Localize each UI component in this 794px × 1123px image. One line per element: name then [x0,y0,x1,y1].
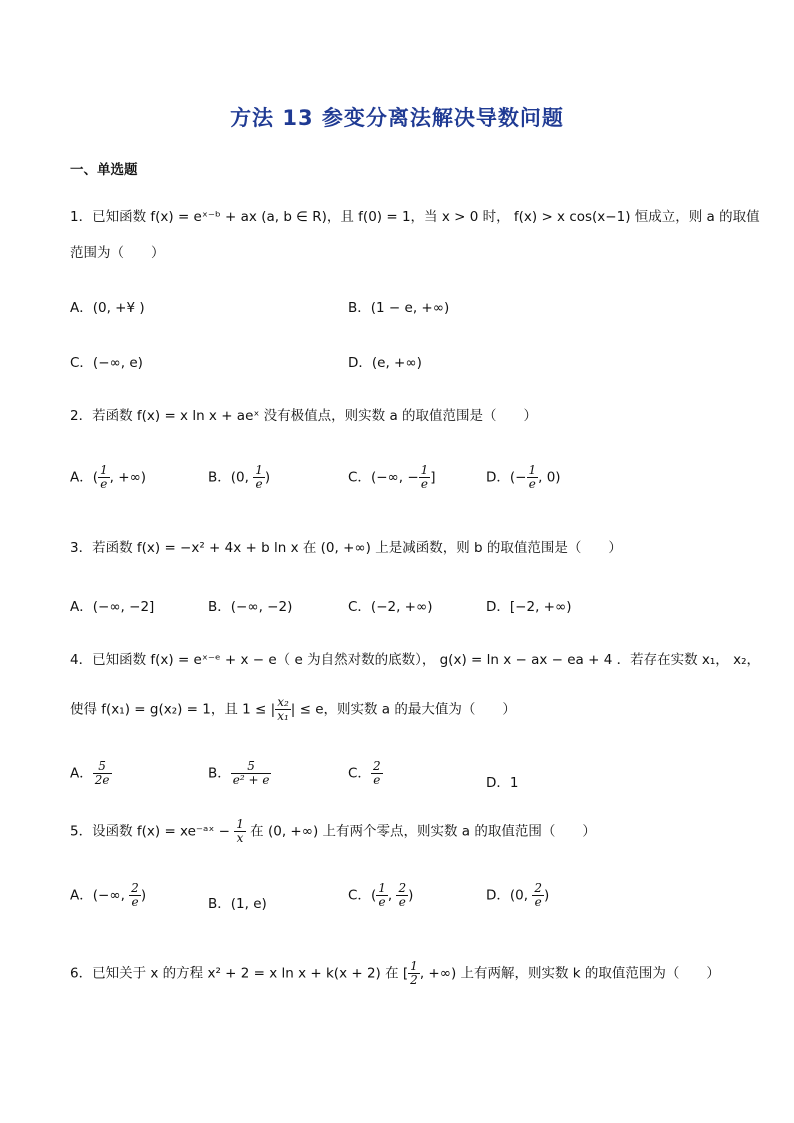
question-2-option-a [70,464,146,491]
question-1-stem-cont: 范围为（ ） [70,245,165,261]
option-suffix: , 0) [538,469,561,486]
fraction [93,760,112,787]
question-3-stem: 3．若函数 f(x) = −x² + 4x + b ln x 在 (0, +∞) 上是减函数，则 b 的取值范围是（ ） [70,540,622,556]
option-prefix: (0, [230,469,254,486]
question-5-option-a [70,882,146,909]
option-suffix: ] [430,469,436,486]
question-5-stem [70,818,596,845]
fraction [376,882,388,909]
fraction [234,818,246,845]
denominator: 2e [94,773,110,788]
option-suffix: ) [544,887,550,904]
denominator: e² + e [232,773,270,788]
denominator: e [398,895,406,910]
denominator: e [420,477,429,492]
option-label: C． [348,887,371,904]
option-prefix: ( [92,469,99,486]
numerator: 1 [255,463,263,477]
numerator: 2 [372,759,381,773]
denominator: x [236,831,244,846]
option-label: B． [208,469,231,486]
question-5-option-b: B．(1, e) [208,896,267,912]
question-2-option-d [486,464,561,491]
question-3-option-b: B．(−∞, −2) [208,599,293,615]
question-4-stem: 4．已知函数 f(x) = eˣ⁻ᵉ + x − e（ e 为自然对数的底数）， g(x) = ln x − ax − ea + 4 ．若存在实数 x₁， x₂， [70,652,760,668]
question-3-option-a: A．(−∞, −2] [70,599,155,615]
option-label: C． [348,469,371,486]
question-2-option-b [208,464,270,491]
denominator: 2 [410,973,418,988]
fraction [527,464,539,491]
denominator: e [528,477,536,492]
stem-suffix: 在 (0, +∞) 上有两个零点，则实数 a 的取值范围（ ） [245,823,596,840]
option-label: D． [486,887,510,904]
question-3-option-c: C．(−2, +∞) [348,599,433,615]
question-4-option-b [208,760,271,787]
denominator: x₁ [277,709,289,724]
fraction [231,760,272,787]
fraction [253,464,265,491]
denominator: e [100,477,108,492]
stem-suffix: , +∞) 上有两解，则实数 k 的取值范围为（ ） [419,965,720,982]
stem-prefix: 5．设函数 f(x) = xe⁻ᵃˣ − [70,823,235,840]
fraction [98,464,110,491]
numerator: 2 [398,881,407,895]
denominator: e [534,895,542,910]
fraction [275,696,291,723]
option-prefix: (−∞, [92,887,130,904]
numerator: 1 [420,463,429,477]
fraction [396,882,408,909]
numerator: 5 [231,760,272,774]
question-4-option-d: D．1 [486,775,519,791]
numerator: 2 [131,881,139,895]
question-1-stem: 1．已知函数 f(x) = eˣ⁻ᵇ + ax (a, b ∈ R)，且 f(0) = 1，当 x > 0 时， f(x) > x cos(x−1) 恒成立，则 a 的取值 [70,209,760,225]
numerator: 1 [236,817,244,831]
option-suffix: ) [140,887,147,904]
question-2-option-c [348,464,436,491]
fraction [129,882,141,909]
question-5-option-d [486,882,549,909]
numerator: 5 [93,760,112,774]
denominator: e [378,895,386,910]
question-6-stem [70,960,720,987]
option-suffix: , +∞) [109,469,147,486]
denominator: e [131,895,139,910]
numerator: 2 [534,881,542,895]
question-1-option-c: C．(−∞, e) [70,355,143,371]
page-title: 方法 13 参变分离法解决导数问题 [230,106,564,130]
question-4-option-c [348,760,383,787]
question-3-option-d: D．[−2, +∞) [486,599,572,615]
question-1-option-a: A．(0, +¥ ) [70,300,145,316]
question-1-option-b: B．(1 − e, +∞) [348,300,450,316]
option-prefix: ( [370,887,377,904]
numerator: 1 [100,463,108,477]
fraction [408,960,420,987]
fraction [419,464,431,491]
question-4-option-a [70,760,112,787]
option-prefix: (− [509,469,527,486]
option-label: B． [208,765,231,782]
stem-prefix: 使得 f(x₁) = g(x₂) = 1，且 1 ≤ | [70,701,276,718]
numerator: x₂ [277,695,289,709]
fraction [371,760,383,787]
denominator: e [373,773,381,788]
option-label: A． [70,887,93,904]
question-2-stem: 2．若函数 f(x) = x ln x + aeˣ 没有极值点，则实数 a 的取值范围是（ ） [70,408,538,424]
question-1-option-d: D．(e, +∞) [348,355,422,371]
option-prefix: (−∞, − [370,469,419,486]
option-prefix: (0, [509,887,533,904]
denominator: e [255,477,263,492]
section-heading: 一、单选题 [70,162,138,178]
option-label: D． [486,469,510,486]
option-middle: , [387,887,397,904]
numerator: 1 [378,881,386,895]
numerator: 1 [528,463,537,477]
stem-suffix: | ≤ e，则实数 a 的最大值为（ ） [290,701,516,718]
question-5-option-c [348,882,413,909]
stem-prefix: 6．已知关于 x 的方程 x² + 2 = x ln x + k(x + 2) 在 [ [70,965,409,982]
option-label: C． [348,765,371,782]
option-label: A． [70,765,93,782]
numerator: 1 [410,959,418,973]
option-suffix: ) [408,887,414,904]
question-4-stem-cont [70,696,516,723]
fraction [532,882,544,909]
option-suffix: ) [264,469,271,486]
option-label: A． [70,469,93,486]
